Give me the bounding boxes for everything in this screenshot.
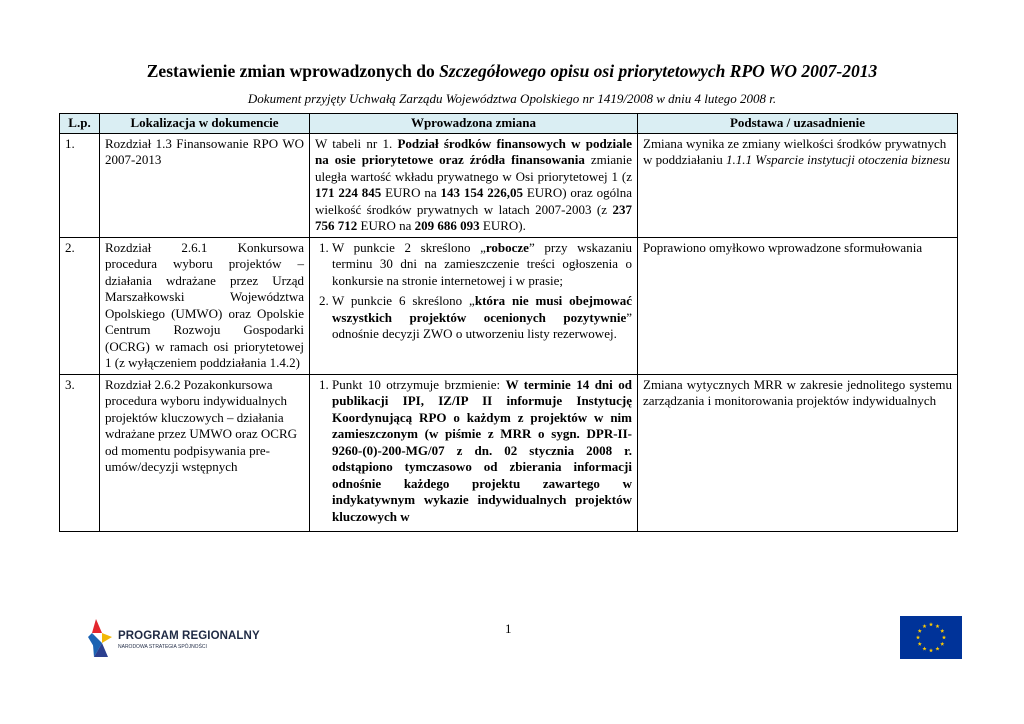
cell-lp: 3.: [60, 374, 100, 532]
changes-table: [59, 113, 958, 532]
cell-lp: 1.: [60, 133, 100, 237]
cell-location: Rozdział 2.6.2 Pozakonkursowa procedura wyboru indywidualnych projektów kluczowych – działania wdrażane przez UMWO oraz OCRG od momentu podpisywania pre-umów/decyzji wstępnych: [100, 374, 310, 532]
list-item: 1. Punkt 10 otrzymuje brzmienie: W terminie 14 dni od publikacji IPI, IZ/IP II informuje Instytucję Koordynującą RPO o każdym z projektów w nim zamieszczonym (w piśmie z MRR o sygn. DPR-II-9260-(0)-200-MG/07 z dn. 02 stycznia 2008 r. odstąpiono tymczasowo od zbierania informacji odnośnie każdego projektu zawartego w indykatywnym wykazie indywidualnych projektów kluczowych w: [332, 377, 632, 526]
document-title: Zestawienie zmian wprowadzonych do Szczegółowego opisu osi priorytetowych RPO WO 2007-2013: [146, 61, 878, 81]
list-item: 1. W punkcie 2 skreślono „robocze” przy wskazaniu terminu 30 dni na zamieszczenie treści ogłoszenia o konkursie na stronie internetowej i w prasie;: [332, 240, 632, 290]
document-subtitle: Dokument przyjęty Uchwałą Zarządu Województwa Opolskiego nr 1419/2008 w dniu 4 lutego 2008 r.: [247, 91, 777, 106]
logo-subtitle: NARODOWA STRATEGIA SPÓJNOŚCI: [118, 644, 207, 650]
cell-justification: Zmiana wytycznych MRR w zakresie jednolitego systemu zarządzania i monitorowania projektów indywidualnych: [638, 374, 958, 532]
cell-justification: Poprawiono omyłkowo wprowadzone sformułowania: [638, 237, 958, 374]
list-item: 2. W punkcie 6 skreślono „która nie musi obejmować wszystkich projektów ocenionych pozytywnie” odnośnie decyzji ZWO o utworzeniu listy rezerwowej.: [332, 293, 632, 343]
cell-change: W tabeli nr 1. Podział środków finansowych w podziale na osie priorytetowe oraz źródła finansowania zmianie uległa wartość wkładu prywatnego w Osi priorytetowej 1 (z 171 224 845 EURO na 143 154 226,05 EURO) oraz ogólna wielkość środków prywatnych w latach 2007-2003 (z 237 756 712 EURO na 209 686 093 EURO).: [310, 133, 638, 237]
logo-name: PROGRAM REGIONALNY: [118, 630, 260, 642]
eu-flag-icon: [900, 616, 962, 659]
logo-star-icon: [88, 617, 114, 661]
page-number: 1: [505, 621, 512, 636]
cell-justification: Zmiana wynika ze zmiany wielkości środków prywatnych w poddziałaniu 1.1.1 Wsparcie instytucji otoczenia biznesu: [638, 133, 958, 237]
change-list: [315, 377, 632, 526]
cell-lp: 2.: [60, 237, 100, 374]
cell-location: Rozdział 1.3 Finansowanie RPO WO 2007-2013: [100, 133, 310, 237]
cell-change: [310, 237, 638, 374]
table-header-row: [60, 114, 958, 134]
table-row: [60, 133, 958, 237]
table-row: [60, 237, 958, 374]
header-location: Lokalizacja w dokumencie: [100, 114, 310, 134]
cell-change: [310, 374, 638, 532]
header-change: Wprowadzona zmiana: [310, 114, 638, 134]
table-row: [60, 374, 958, 532]
header-lp: L.p.: [60, 114, 100, 134]
cell-location: Rozdział 2.6.1 Konkursowa procedura wyboru projektów – działania wdrażane przez Urząd Marszałkowski Województwa Opolskiego (UMWO) oraz Opolskie Centrum Rozwoju Gospodarki (OCRG) w ramach osi priorytetowej 1 (z wyłączeniem poddziałania 1.4.2): [100, 237, 310, 374]
change-list: [315, 240, 632, 343]
program-regionalny-logo: [88, 617, 258, 661]
header-justification: Podstawa / uzasadnienie: [638, 114, 958, 134]
